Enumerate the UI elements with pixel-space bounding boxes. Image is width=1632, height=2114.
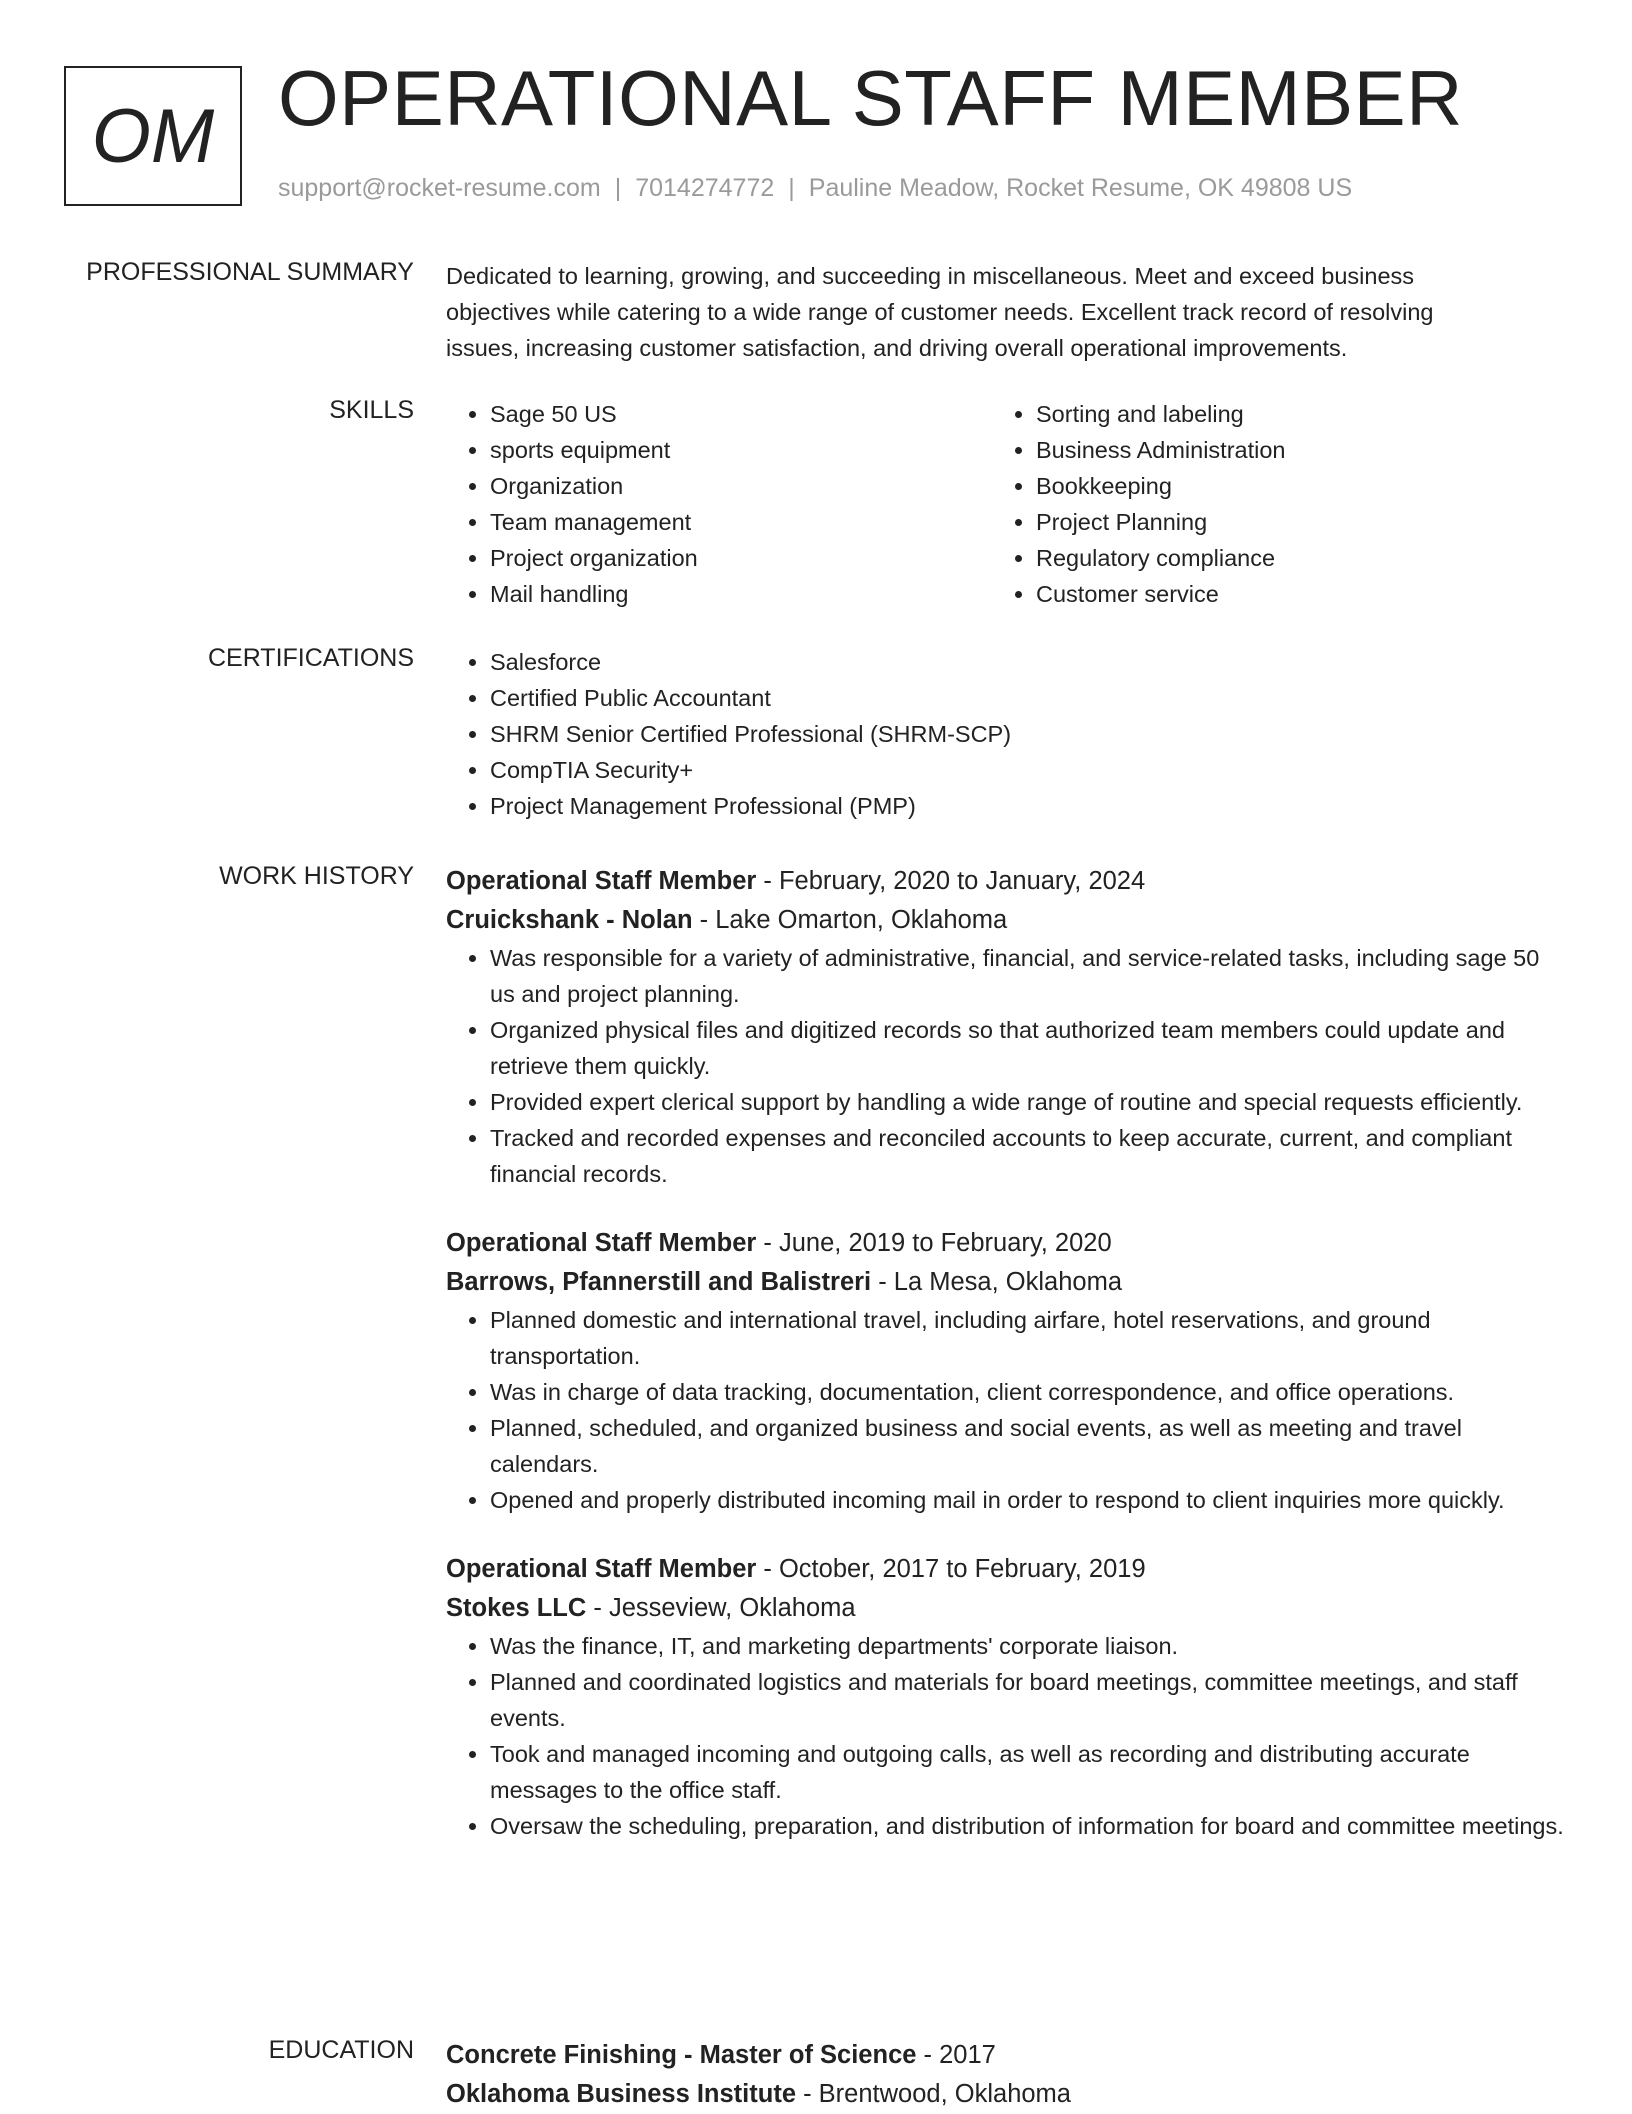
job-bullet: • Oversaw the scheduling, preparation, and distribution of information for board and committee meetings. <box>490 1808 1570 1844</box>
skill-item: • Business Administration <box>1036 432 1532 468</box>
job-location: - Jesseview, Oklahoma <box>586 1594 856 1622</box>
skill-item: • Project organization <box>490 540 986 576</box>
certification-item: • Project Management Professional (PMP) <box>490 788 1570 824</box>
job-location: - La Mesa, Oklahoma <box>871 1268 1122 1296</box>
certifications-body <box>446 644 1570 824</box>
school-name: Oklahoma Business Institute <box>446 2080 797 2108</box>
page-title: OPERATIONAL STAFF MEMBER <box>278 54 1464 142</box>
degree: Concrete Finishing - Master of Science <box>446 2041 917 2069</box>
job-bullet: • Was the finance, IT, and marketing departments' corporate liaison. <box>490 1628 1570 1664</box>
section-heading-work-history: WORK HISTORY <box>219 862 414 890</box>
job-bullet: • Tracked and recorded expenses and reconciled accounts to keep accurate, current, and compliant financial records. <box>490 1120 1570 1192</box>
job-bullet: • Was in charge of data tracking, documentation, client correspondence, and office operations. <box>490 1374 1570 1410</box>
job-title: Operational Staff Member <box>446 1229 757 1257</box>
work-history-body <box>446 862 1570 1844</box>
job-dates: - October, 2017 to February, 2019 <box>756 1555 1146 1583</box>
school-line <box>446 2075 1570 2114</box>
section-heading-summary: PROFESSIONAL SUMMARY <box>86 258 414 286</box>
monogram-box: OM <box>64 66 242 206</box>
email-link[interactable]: support@rocket-resume.com <box>278 174 601 202</box>
phone-number[interactable]: 7014274772 <box>635 174 775 202</box>
job-bullet: • Planned, scheduled, and organized business and social events, as well as meeting and travel calendars. <box>490 1410 1570 1482</box>
skill-item: • Organization <box>490 468 986 504</box>
address: Pauline Meadow, Rocket Resume, OK 49808 US <box>808 174 1353 202</box>
certification-item: • CompTIA Security+ <box>490 752 1570 788</box>
job-company: Cruickshank - Nolan <box>446 906 693 934</box>
graduation-year: - 2017 <box>916 2041 996 2069</box>
skill-item: • Sorting and labeling <box>1036 396 1532 432</box>
job-title-line <box>446 862 1570 901</box>
job-title: Operational Staff Member <box>446 1555 757 1583</box>
skills-column-left <box>446 396 986 612</box>
degree-line <box>446 2036 1570 2075</box>
summary-text: Dedicated to learning, growing, and succeeding in miscellaneous. Meet and exceed business objectives while catering to a wide range of customer needs. Excellent track record of resolving issues, increasing customer satisfaction, and driving overall operational improvements. <box>446 263 1434 361</box>
job-bullet: • Organized physical files and digitized records so that authorized team members could update and retrieve them quickly. <box>490 1012 1570 1084</box>
section-heading-education: EDUCATION <box>268 2036 414 2064</box>
contact-separator: | <box>788 174 795 202</box>
education-body <box>446 2036 1570 2114</box>
job-bullet: • Opened and properly distributed incoming mail in order to respond to client inquiries more quickly. <box>490 1482 1570 1518</box>
job-title-line <box>446 1224 1570 1263</box>
skill-item: • Customer service <box>1036 576 1532 612</box>
job-entry <box>446 862 1570 1192</box>
section-heading-skills: SKILLS <box>329 396 414 424</box>
job-bullet: • Planned and coordinated logistics and materials for board meetings, committee meetings, and staff events. <box>490 1664 1570 1736</box>
skill-item: • Regulatory compliance <box>1036 540 1532 576</box>
job-bullet: • Was responsible for a variety of administrative, financial, and service-related tasks, including sage 50 us and project planning. <box>490 940 1570 1012</box>
contact-separator: | <box>614 174 622 202</box>
job-location: - Lake Omarton, Oklahoma <box>692 906 1008 934</box>
contact-line <box>278 174 1352 203</box>
job-entry <box>446 1550 1570 1844</box>
skill-item: • Project Planning <box>1036 504 1532 540</box>
job-bullet: • Planned domestic and international travel, including airfare, hotel reservations, and ground transportation. <box>490 1302 1570 1374</box>
job-entry <box>446 1224 1570 1518</box>
skill-item: • sports equipment <box>490 432 986 468</box>
job-bullet: • Took and managed incoming and outgoing calls, as well as recording and distributing accurate messages to the office staff. <box>490 1736 1570 1808</box>
skills-column-right <box>992 396 1532 612</box>
job-bullet: • Provided expert clerical support by handling a wide range of routine and special requests efficiently. <box>490 1084 1570 1120</box>
job-dates: - June, 2019 to February, 2020 <box>756 1229 1112 1257</box>
job-company-line <box>446 1589 1570 1628</box>
skill-item: • Bookkeeping <box>1036 468 1532 504</box>
job-company-line <box>446 901 1570 940</box>
job-title-line <box>446 1550 1570 1589</box>
skill-item: • Sage 50 US <box>490 396 986 432</box>
skill-item: • Mail handling <box>490 576 986 612</box>
section-heading-certifications: CERTIFICATIONS <box>207 644 414 672</box>
job-company-line <box>446 1263 1570 1302</box>
certification-item: • SHRM Senior Certified Professional (SHRM-SCP) <box>490 716 1570 752</box>
job-title: Operational Staff Member <box>446 867 757 895</box>
job-dates: - February, 2020 to January, 2024 <box>756 867 1146 895</box>
skill-item: • Team management <box>490 504 986 540</box>
school-location: - Brentwood, Oklahoma <box>796 2080 1071 2108</box>
job-company: Stokes LLC <box>446 1594 587 1622</box>
job-company: Barrows, Pfannerstill and Balistreri <box>446 1268 872 1296</box>
certification-item: • Certified Public Accountant <box>490 680 1570 716</box>
certification-item: • Salesforce <box>490 644 1570 680</box>
